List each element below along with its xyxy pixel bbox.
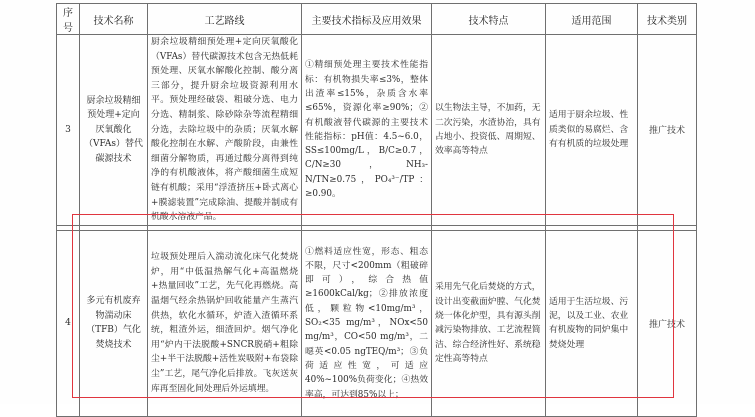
row-metrics: ①燃料适应性宽，形态、粗态不限，尺寸<200mm（粗破碎即可），综合热值≥1600kCal/kg；②排放浓度低，颗粒物<10mg/m³，SO₂<35 mg/m³，NOx<50 mg/m³，CO<50 mg/m³，二噁英<0.05 ngTEQ/m³；③负荷适应性宽，可适应40%~100%负荷变化；④热效率高，可达到85%以上； [302, 230, 432, 416]
row-scope: 适用于厨余垃圾、性质类似的易腐烂、含有有机质的垃圾处理 [546, 35, 638, 226]
header-scope: 适用范围 [546, 4, 638, 35]
header-category: 技术类别 [638, 4, 697, 35]
row-no: 3 [57, 35, 80, 226]
row-features: 以生物法主导，不加药，无二次污染，水渣协治，具有占地小、投资低、周期短、效率高等特点 [432, 35, 546, 226]
row-category: 推广技术 [638, 230, 697, 416]
table-row [57, 230, 697, 416]
row-category: 推广技术 [638, 35, 697, 226]
row-no: 4 [57, 230, 80, 416]
row-route: 垃圾预处理后入湍动流化床气化焚烧炉，用“中低温热解气化+高温燃烧+热量回收”工艺，先气化再燃烧。高温烟气经余热锅炉回收能量产生蒸汽供热，软化水循环，炉渣入渣循环系统，粗渣外运，细渣回炉。烟气净化用“炉内干法脱酸+SNCR脱硝+粗除尘+半干法脱酸+活性炭吸附+布袋除尘”工艺，尾气净化后排放。飞灰送灰库再至固化间处理后外运填埋。 [148, 230, 302, 416]
technology-table [56, 3, 697, 417]
row-features: 采用先气化后焚烧的方式，设计出变截面炉膛、气化焚烧一体化炉型，具有源头削减污染物排放、工艺流程简洁、综合经济性好、系统稳定性高等特点 [432, 230, 546, 416]
row-metrics: ①精细预处理主要技术性能指标：有机物损失率≤3%，整体出渣率≤15%，杂质含水率≤65%，资源化率≥90%；②有机酸液替代碳源的主要技术性能指标：pH值：4.5~6.0，SS≤100mg/L，B/C≥0.7，C/N≥30，NH₃-N/TN≥0.75，PO₄³⁻/TP：≥0.90。 [302, 35, 432, 226]
header-features: 技术特点 [432, 4, 546, 35]
row-name: 厨余垃圾精细预处理+定向厌氧酸化（VFAs）替代碳源技术 [80, 35, 148, 226]
header-metrics: 主要技术指标及应用效果 [302, 4, 432, 35]
header-row [57, 4, 697, 35]
row-scope: 适用于生活垃圾、污泥，以及工业、农业有机废物的同炉集中焚烧处理 [546, 230, 638, 416]
header-no: 序号 [57, 4, 80, 35]
header-route: 工艺路线 [148, 4, 302, 35]
row-name: 多元有机废弃物湍动床（TFB）气化焚烧技术 [80, 230, 148, 416]
row-route: 厨余垃圾精细预处理+定向厌氧酸化（VFAs）替代碳源技术包含无热低耗预处理、厌氧水解酸化控制、酸分离三部分，提升厨余垃圾资源利用水平。预处理经破袋、粗破分选、电力分选、精制浆、除砂除杂等流程精细分选，去除垃圾中的杂质；厌氧水解酸化控制在水解、产酸阶段，由兼性细菌分解物质，再通过酸分离得到纯净的有机酸液体，将产酸细菌生成短链有机酸；采用“浮渣挤压+卧式离心+膜滤装置”完成除油、提酸并制成有机酸水溶液产品。 [148, 35, 302, 226]
header-name: 技术名称 [80, 4, 148, 35]
table-row [57, 35, 697, 226]
